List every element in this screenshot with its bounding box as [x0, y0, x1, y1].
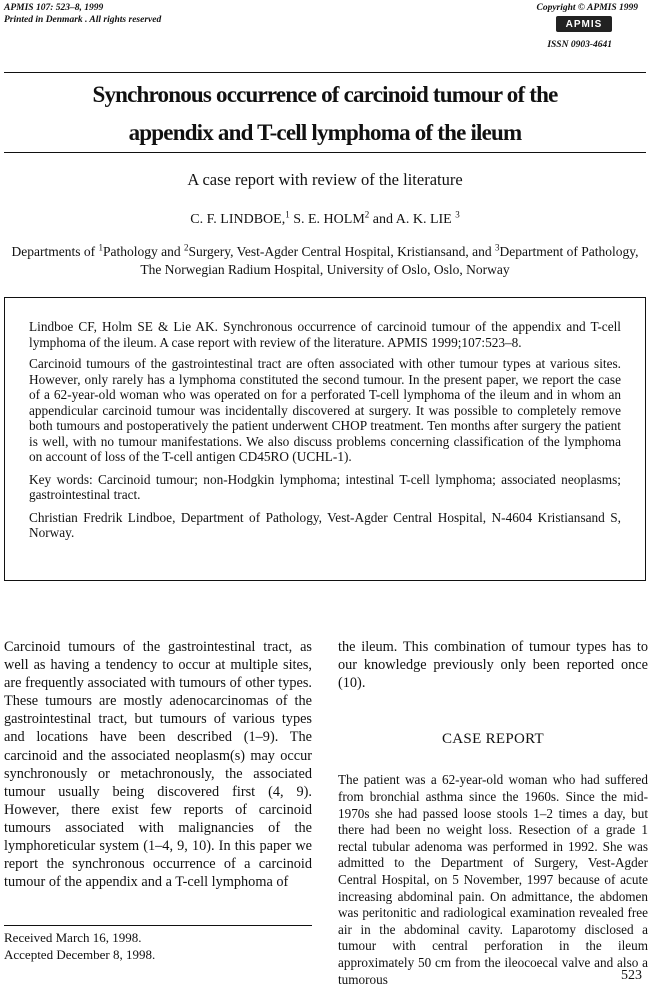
apmis-logo: APMIS — [556, 16, 612, 32]
author-lie: and A. K. LIE — [369, 212, 456, 227]
body-right-column — [338, 638, 648, 986]
printed-notice: Printed in Denmark . All rights reserved — [4, 15, 162, 25]
footnote-rule — [4, 925, 312, 926]
abstract-box — [4, 297, 646, 581]
received-date: Received March 16, 1998. — [4, 930, 142, 945]
author-list: C. F. LINDBOE,$^1$ S. E. HOLM$^2$ and A. K. LIE $^3$ — [190, 209, 460, 227]
affiliations: Departments of $^1$Pathology and $^2$Surgery, Vest-Agder Central Hospital, Kristiansand, and $^3$Department of Pathology, The Norwegian Radium Hospital, University of Oslo, Oslo, Norway — [11, 242, 639, 277]
article-subtitle: A case report with review of the literature — [187, 170, 463, 189]
abstract-body: Carcinoid tumours of the gastrointestinal tract are often associated with other tumour types at various sites. However, only rarely has a lymphoma constituted the second tumour. In the present paper, we report the case of a 62-year-old woman who was operated on for a perforated T-cell lymphoma of the ileum and in whom an appendicular carcinoid tumour was incidentally discovered at surgery. It was possible to completely remove both tumours and postoperatively the patient underwent CHOP treatment. Ten months after surgery the patient is well, with no tumour manifestations. We also discuss problems concerning classification of the lymphoma on account of loss of the T-cell antigen CD45RO (UCHL-1). — [29, 356, 621, 464]
copyright-notice: Copyright © APMIS 1999 — [536, 3, 638, 13]
article-title-line-1: Synchronous occurrence of carcinoid tumour of the — [92, 82, 558, 107]
section-heading-case-report: CASE REPORT — [441, 731, 544, 748]
body-left-column: Carcinoid tumours of the gastrointestinal tract, as well as having a tendency to occur at multiple sites, are frequently associated with tumours of other types. These tumours are mostly adenocarcinomas of the gastrointestinal tract, but tumours of various types and locations have been described (1–9). The carcinoid and the associated neoplasm(s) may occur synchronously or metachronously, the associated tumour usually being discovered first (4, 9). However, there exist few reports of carcinoid tumours associated with malignancies of the lymphoreticular system (1–4, 9, 10). In this paper we report the synchronous occurrence of a carcinoid tumour of the appendix and a T-cell lymphoma of — [4, 639, 312, 891]
accepted-date: Accepted December 8, 1998. — [4, 947, 156, 962]
page-number: 523 — [621, 968, 642, 983]
case-report-text: The patient was a 62-year-old woman who had suffered from bronchial asthma since the 1960s. Since the mid-1970s she had passed loose stools 1–2 times a day, but there had been no weight loss. Resection of a grade 1 rectal tubular adenoma was performed in 1992. She was admitted to the Department of Surgery, Vest-Agder Central Hospital, on 5 November, 1997 because of acute increasing abdominal pain. On admittance, the abdomen was peritonitic and radiological examination revealed free air in the abdominal cavity. Laparotomy disclosed a tumour with central perforation in the ileum approximately 50 cm from the ileocoecal valve and also a tumorous — [338, 772, 648, 986]
journal-citation: APMIS 107: 523–8, 1999 — [4, 3, 104, 13]
intro-continuation: the ileum. This combination of tumour types has to our knowledge previously only been reported once (10). — [338, 639, 648, 692]
article-title-line-2: appendix and T-cell lymphoma of the ileum — [128, 120, 522, 145]
title-rule-bottom — [4, 152, 646, 153]
title-rule-top — [4, 72, 646, 73]
author-lindboe: C. F. LINDBOE, — [190, 212, 286, 227]
abstract-correspondence: Christian Fredrik Lindboe, Department of Pathology, Vest-Agder Central Hospital, N-4604 Kristiansand S, Norway. — [29, 509, 621, 540]
issn: ISSN 0903-4641 — [547, 40, 612, 50]
abstract-keywords: Key words: Carcinoid tumour; non-Hodgkin lymphoma; intestinal T-cell lymphoma; associated neoplasms; gastrointestinal tract. — [29, 471, 621, 502]
abstract-citation: Lindboe CF, Holm SE & Lie AK. Synchronous occurrence of carcinoid tumour of the appendix and T-cell lymphoma of the ileum. A case report with review of the literature. APMIS 1999;107:523–8. — [29, 319, 621, 350]
author-holm: S. E. HOLM — [289, 212, 365, 227]
running-header-left — [4, 2, 161, 26]
received-dates — [4, 929, 155, 963]
